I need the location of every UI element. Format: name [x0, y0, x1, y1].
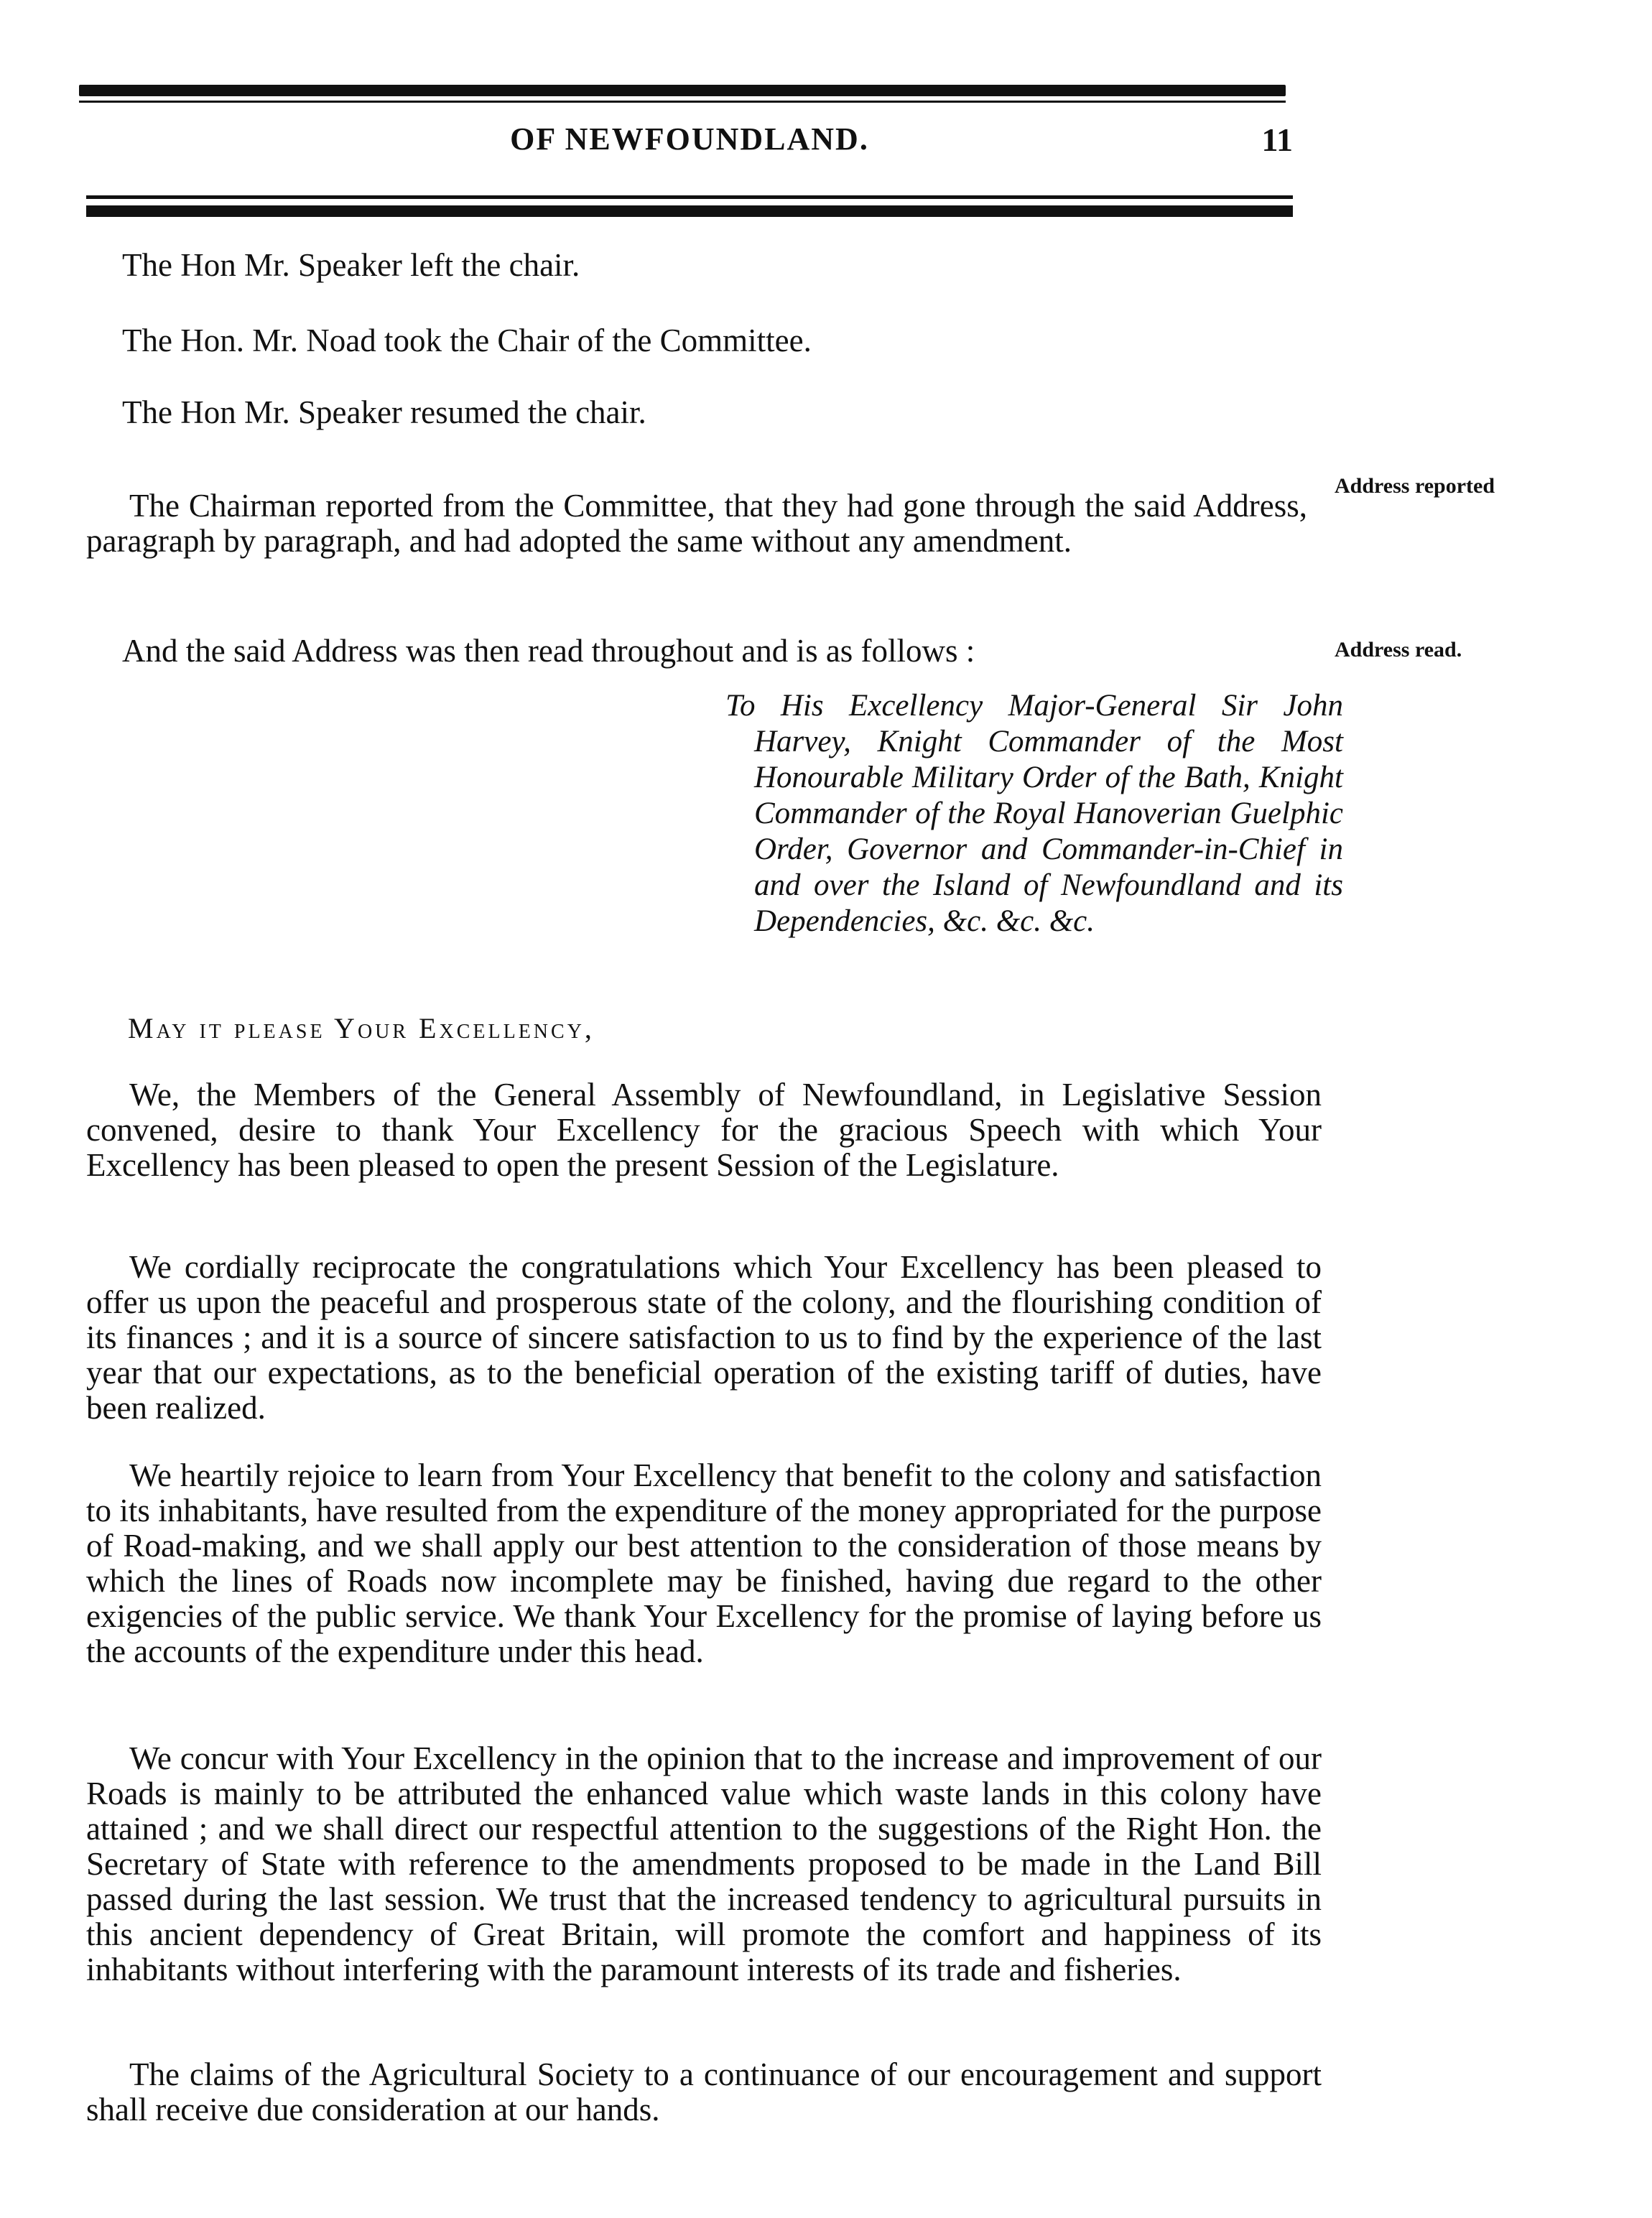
page-number: 11 [1261, 121, 1293, 158]
running-title: OF NEWFOUNDLAND. [510, 121, 869, 157]
salutation: May it please Your Excellency, [128, 1012, 595, 1044]
paragraph-chairman-reported: The Chairman reported from the Committee, that they had gone through the said Address, paragraph by paragraph, and had adopted the same without any amendment. [86, 488, 1307, 559]
line-noad-took-chair: The Hon. Mr. Noad took the Chair of the Committee. [122, 323, 812, 358]
margin-note-address-read: Address read. [1335, 638, 1462, 662]
running-head [86, 121, 1293, 171]
margin-note-address-reported: Address reported [1335, 474, 1495, 498]
body-paragraph-3: We heartily rejoice to learn from Your Excellency that benefit to the colony and satisfaction to its inhabitants, have resulted from the expenditure of the money appropriated for the purpose of Road-making, and we shall apply our best attention to the consideration of those means by which the lines of Roads now incomplete may be finished, having due regard to the other exigencies of the public service. We thank Your Excellency for the promise of laying before us the accounts of the expenditure under this head. [86, 1457, 1322, 1669]
line-speaker-resumed: The Hon Mr. Speaker resumed the chair. [122, 394, 646, 430]
line-speaker-left: The Hon Mr. Speaker left the chair. [122, 247, 580, 283]
header-rule-bottom [86, 195, 1293, 199]
body-paragraph-5: The claims of the Agricultural Society to a continuance of our encouragement and support shall receive due consideration at our hands. [86, 2056, 1322, 2127]
paragraph-address-read: And the said Address was then read throughout and is as follows : [122, 633, 975, 669]
address-block: To His Excellency Major-General Sir John Harvey, Knight Commander of the Most Honourable Military Order of the Bath, Knight Commander of the Royal Hanoverian Guelphic Order, Governor and Commander-in-Chief in and over the Island of Newfoundland and its Dependencies, &c. &c. &c. [725, 689, 1343, 938]
header-rule-top [79, 85, 1286, 96]
body-paragraph-2: We cordially reciprocate the congratulations which Your Excellency has been pleased to offer us upon the peaceful and prosperous state of the colony, and the flourishing condition of its finances ; and it is a source of sincere satisfaction to us to find by the experience of the last year that our expectations, as to the beneficial operation of the existing tariff of duties, have been realized. [86, 1249, 1322, 1426]
body-paragraph-1: We, the Members of the General Assembly of Newfoundland, in Legislative Session convened, desire to thank Your Excellency for the gracious Speech with which Your Excellency has been pleased to open the present Session of the Legislature. [86, 1077, 1322, 1183]
body-paragraph-4: We concur with Your Excellency in the opinion that to the increase and improvement of our Roads is mainly to be attributed the enhanced value which waste lands in this colony have attained ; and we shall direct our respectful attention to the suggestions of the Right Hon. the Secretary of State with reference to the amendments proposed to be made in the Land Bill passed during the last session. We trust that the increased tendency to agricultural pursuits in this ancient dependency of Great Britain, will promote the comfort and happiness of its inhabitants without interfering with the paramount interests of its trade and fisheries. [86, 1740, 1322, 1987]
